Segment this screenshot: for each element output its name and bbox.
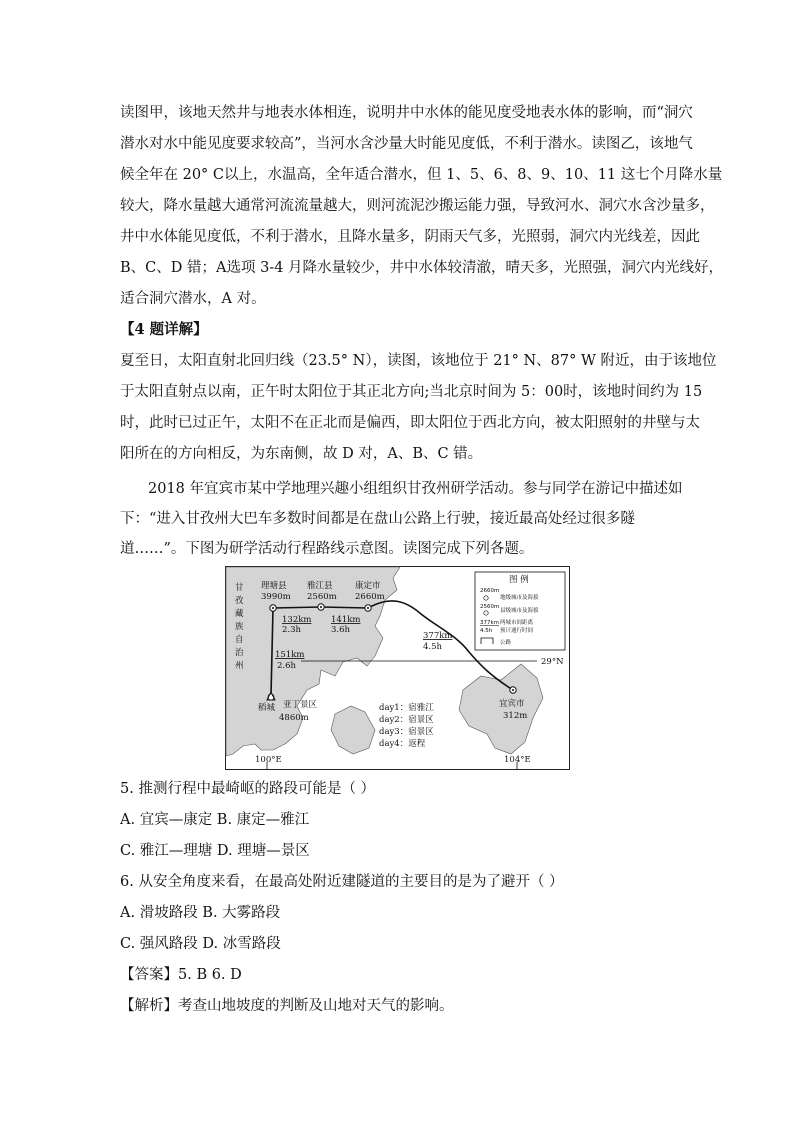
longitude-label: 104°E [504, 755, 531, 765]
text-line: B、C、D 错；A选项 3-4 月降水量较少，井中水体较清澈，晴天多，光照强，洞穴内光线好， [120, 260, 724, 276]
yajiang-marker [318, 604, 324, 610]
text-line: 夏至日，太阳直射北回归线（23.5° N），读图，该地位于 21° N、87° W 附近，由于该地位 [120, 353, 717, 369]
seg1-time: 2.3h [282, 625, 301, 635]
question-intro: 道……”。下图为研学活动行程路线示意图。读图完成下列各题。 [120, 541, 534, 557]
text-line: 潜水对水中能见度要求较高”，当河水含沙量大时能见度低，不利于潜水。读图乙，该地气 [120, 136, 693, 152]
option-line: C. 强风路段 D. 冰雪路段 [120, 936, 281, 952]
question-intro: 2018 年宜宾市某中学地理兴趣小组组织甘孜州研学活动。参与同学在游记中描述如 [148, 481, 683, 497]
yibin-alt: 312m [503, 711, 528, 721]
text-line: 于太阳直射点以南，正午时太阳位于其正北方向;当北京时间为 5：00时，该地时间约为 15 [120, 384, 703, 400]
region-label-char: 州 [235, 661, 244, 671]
legend-item: 两城市间距离 [500, 620, 534, 626]
text-line: 时，此时已过正午，太阳不在正北而是偏西，即太阳位于西北方向，被太阳照射的井壁与太 [120, 415, 700, 431]
text-line: 适合洞穴潜水，A 对。 [120, 291, 266, 307]
itinerary-day: day3：宿景区 [379, 727, 434, 737]
legend-sample: 2560m [480, 604, 500, 610]
question-6: 6. 从安全角度来看，在最高处附近建隧道的主要目的是为了避开（ ） [120, 874, 564, 890]
legend-title: 图 例 [509, 575, 529, 585]
seg4-dist: 151km [275, 650, 305, 660]
kangding-name: 康定市 [355, 581, 381, 591]
seg1-dist: 132km [282, 615, 312, 625]
seg3-dist: 377km [423, 631, 453, 641]
litang-name: 理塘县 [261, 581, 287, 591]
itinerary-day: day4：返程 [379, 739, 426, 749]
seg2-dist: 141km [331, 615, 361, 625]
legend-item: 县级城市及海拔 [500, 608, 539, 614]
kangding-alt: 2660m [355, 592, 385, 602]
question-5: 5. 推测行程中最崎岖的路段可能是（ ） [120, 781, 376, 797]
analysis-line: 【解析】考查山地坡度的判断及山地对天气的影响。 [120, 998, 454, 1014]
yading-alt: 4860m [279, 713, 309, 723]
legend-sample: 377km [480, 620, 500, 626]
yajiang-alt: 2560m [307, 592, 337, 602]
option-line: A. 滑坡路段 B. 大雾路段 [120, 905, 281, 921]
legend [475, 572, 565, 650]
answer-line: 【答案】5. B 6. D [120, 967, 242, 983]
itinerary-day: day2：宿景区 [379, 715, 434, 725]
litang-alt: 3990m [261, 592, 291, 602]
legend-item: 预计通行时间 [500, 628, 534, 634]
option-line: C. 雅江—理塘 D. 理塘—景区 [120, 843, 310, 859]
seg2-time: 3.6h [331, 625, 350, 635]
route-map [225, 566, 570, 770]
text-line: 较大，降水量越大通常河流流量越大，则河流泥沙搬运能力强，导致河水、洞穴水含沙量多， [120, 198, 715, 214]
seg4-time: 2.6h [277, 661, 296, 671]
legend-county-icon [484, 611, 488, 615]
text-line: 候全年在 20° C以上，水温高，全年适合潜水，但 1、5、6、8、9、10、11 这七个月降水量 [120, 167, 723, 183]
region-label-char: 藏 [235, 609, 244, 619]
region-label-char: 治 [235, 648, 244, 658]
region-label-char: 甘 [235, 583, 244, 593]
kangding-marker [365, 605, 371, 611]
itinerary-day: day1：宿雅江 [379, 703, 434, 713]
legend-sample: 2660m [480, 588, 500, 594]
legend-item: 地级城市及海拔 [500, 595, 539, 601]
section-heading: 【4 题详解】 [120, 321, 208, 338]
text-line: 井中水体能见度低，不利于潜水，且降水量多，阴雨天气多，光照弱，洞穴内光线差，因此 [120, 229, 700, 245]
region-label-char: 族 [235, 622, 244, 632]
region-label-char: 自 [235, 635, 244, 645]
legend-city-icon [484, 596, 488, 600]
legend-sample: 4.5h [480, 628, 493, 634]
question-intro: 下：“进入甘孜州大巴车多数时间都是在盘山公路上行驶，接近最高处经过很多隧 [120, 511, 635, 527]
longitude-label: 100°E [255, 755, 282, 765]
legend-item: 公路 [500, 640, 512, 646]
seg3-time: 4.5h [423, 642, 442, 652]
latitude-label: 29°N [541, 657, 564, 667]
litang-marker [270, 605, 276, 611]
text-line: 阳所在的方向相反，为东南侧，故 D 对，A、B、C 错。 [120, 446, 483, 462]
option-line: A. 宜宾—康定 B. 康定—雅江 [120, 812, 310, 828]
yading-name: 亚丁景区 [283, 700, 318, 710]
daocheng-name: 稻城 [258, 703, 276, 713]
region-label-char: 孜 [235, 596, 244, 606]
yibin-marker [510, 687, 516, 693]
yajiang-name: 雅江县 [307, 581, 333, 591]
text-line: 读图甲，该地天然井与地表水体相连，说明井中水体的能见度受地表水体的影响，而“洞穴 [120, 105, 693, 121]
yibin-name: 宜宾市 [499, 699, 525, 709]
